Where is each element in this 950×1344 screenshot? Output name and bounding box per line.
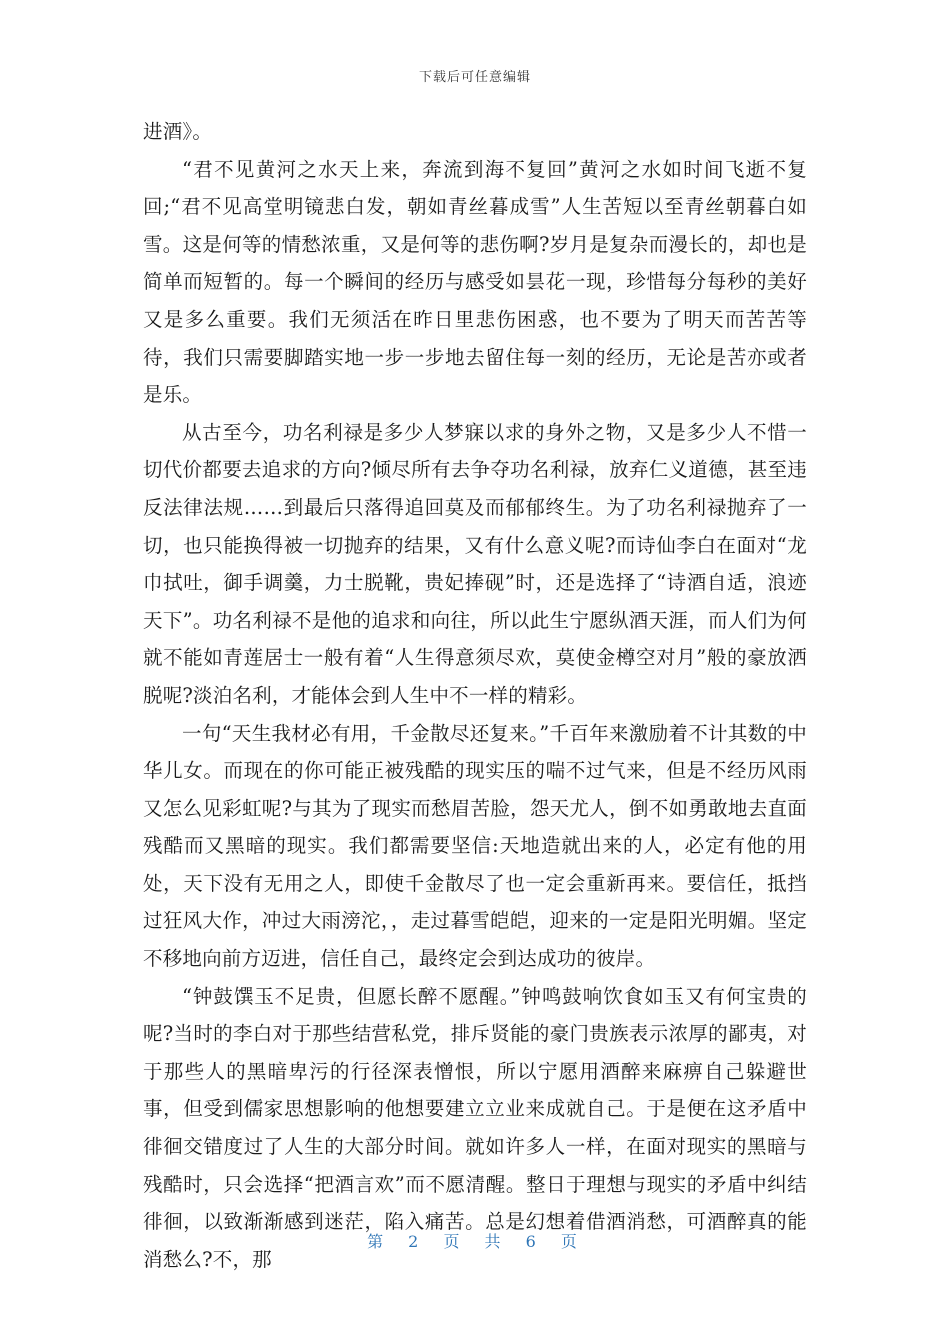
page-footer: 第 2 页 共 6 页: [367, 1232, 583, 1251]
paragraph-3: 从古至今，功名利禄是多少人梦寐以求的身外之物，又是多少人不惜一切代价都要去追求的方向?倾尽所有去争夺功名利禄，放弃仁义道德，甚至违反法律法规……到最后只落得追回莫及而郁郁终生。为了功名利禄抛弃了一切，也只能换得被一切抛弃的结果，又有什么意义呢?而诗仙李白在面对“龙巾拭吐，御手调羹，力士脱靴，贵妃捧砚”时，还是选择了“诗酒自适，浪迹天下”。功名利禄不是他的追求和向往，所以此生宁愿纵酒天涯，而人们为何就不能如青莲居士一般有着“人生得意须尽欢，莫使金樽空对月”般的豪放洒脱呢?淡泊名利，才能体会到人生中不一样的精彩。: [143, 420, 807, 707]
paragraph-5: “钟鼓馔玉不足贵，但愿长醉不愿醒。”钟鸣鼓响饮食如玉又有何宝贵的呢?当时的李白对于那些结营私党，排斥贤能的豪门贵族表示浓厚的鄙夷，对于那些人的黑暗卑污的行径深表憎恨，所以宁愿用酒醉来麻痹自己躲避世事，但受到儒家思想影响的他想要建立立业来成就自己。于是便在这矛盾中徘徊交错度过了人生的大部分时间。就如许多人一样，在面对现实的黑暗与残酷时，只会选择“把酒言欢”而不愿清醒。整日于理想与现实的矛盾中纠结徘徊，以致渐渐感到迷茫，陷入痛苦。总是幻想着借酒消愁，可酒醉真的能消愁么?不，那: [143, 984, 807, 1271]
document-body: [143, 113, 807, 1278]
paragraph-1: 进酒》。: [143, 120, 213, 143]
paragraph-4: 一句“天生我材必有用，千金散尽还复来。”千百年来激励着不计其数的中华儿女。而现在的你可能正被残酷的现实压的喘不过气来，但是不经历风雨又怎么见彩虹呢?与其为了现实而愁眉苦脸，怨天尤人，倒不如勇敢地去直面残酷而又黑暗的现实。我们都需要坚信:天地造就出来的人，必定有他的用处，天下没有无用之人，即使千金散尽了也一定会重新再来。要信任，抵挡过狂风大作，冲过大雨滂沱，，走过暮雪皑皑，迎来的一定是阳光明媚。坚定不移地向前方迈进，信任自己，最终定会到达成功的彼岸。: [143, 721, 807, 971]
paragraph-2: “君不见黄河之水天上来，奔流到海不复回”黄河之水如时间飞逝不复回;“君不见高堂明镜悲白发，朝如青丝暮成雪”人生苦短以至青丝朝暮白如雪。这是何等的情愁浓重，又是何等的悲伤啊?岁月是复杂而漫长的，却也是简单而短暂的。每一个瞬间的经历与感受如昙花一现，珍惜每分每秒的美好又是多么重要。我们无须活在昨日里悲伤困惑，也不要为了明天而苦苦等待，我们只需要脚踏实地一步一步地去留住每一刻的经历，无论是苦亦或者是乐。: [143, 157, 807, 407]
page-header: 下载后可任意编辑: [418, 70, 531, 85]
